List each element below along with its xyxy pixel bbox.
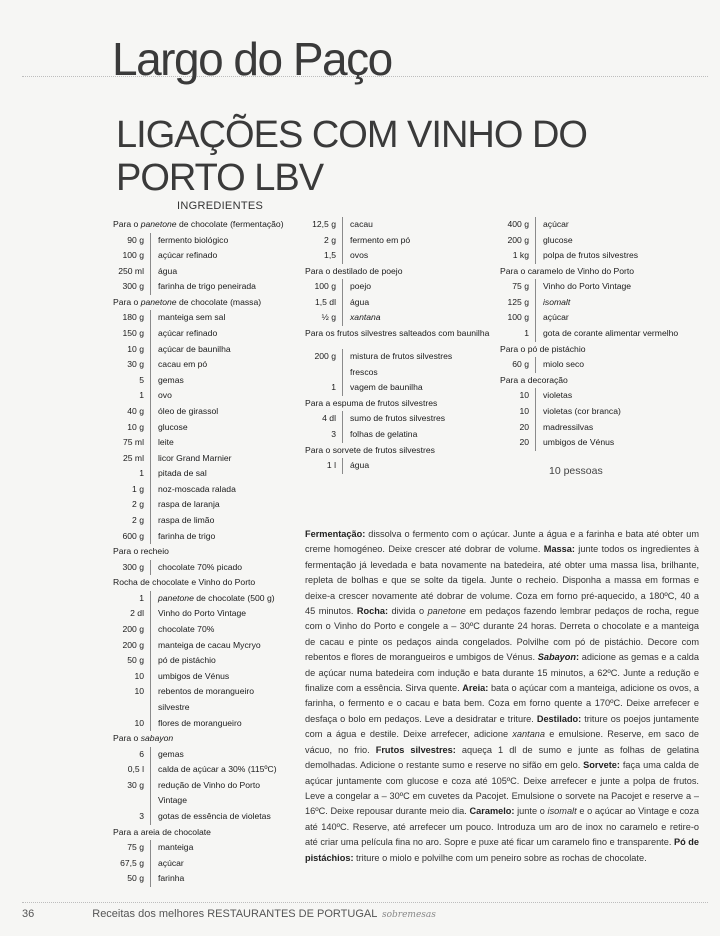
ingredient-name: violetas xyxy=(543,390,573,401)
ingredient-name: poejo xyxy=(350,281,372,292)
ingredient-row xyxy=(113,653,303,669)
ingredient-quantity: 3 xyxy=(113,809,151,825)
ingredient-row xyxy=(113,871,303,887)
ingredient-row xyxy=(113,793,303,809)
ingredient-quantity: 1 l xyxy=(305,458,343,474)
ingredient-row xyxy=(113,342,303,358)
ingredient-quantity: 200 g xyxy=(305,349,343,365)
ingredient-name: chocolate 70% picado xyxy=(158,561,243,572)
ingredient-name: açúcar de baunilha xyxy=(158,343,231,354)
ingredient-quantity: 1 xyxy=(500,326,536,342)
ingredient-name: rebentos de morangueiro xyxy=(158,686,255,697)
ingredient-quantity: 1 g xyxy=(113,482,151,498)
publication-subtitle: sobremesas xyxy=(381,910,436,920)
ingredient-row xyxy=(113,373,303,389)
ingredient-row xyxy=(113,357,303,373)
ingredient-name: leite xyxy=(158,437,174,448)
ingredients-column-1 xyxy=(113,217,303,887)
ingredient-name: noz-moscada ralada xyxy=(158,483,236,494)
ingredient-name: madressilvas xyxy=(543,421,594,432)
ingredient-name: Vinho do Porto Vintage xyxy=(158,608,247,619)
ingredient-quantity: 2 dl xyxy=(113,606,151,622)
ingredient-section-title: Para a areia de chocolate xyxy=(113,826,211,837)
ingredient-row xyxy=(113,279,303,295)
ingredient-section-title: Rocha de chocolate e Vinho do Porto xyxy=(113,577,256,588)
ingredient-row xyxy=(113,638,303,654)
ingredient-quantity: 180 g xyxy=(113,310,151,326)
ingredient-name: ovo xyxy=(158,390,172,401)
ingredient-row xyxy=(113,606,303,622)
ingredient-section-title: Para o pó de pistáchio xyxy=(500,343,586,354)
ingredient-name: silvestre xyxy=(158,701,190,712)
ingredient-row xyxy=(113,809,303,825)
ingredient-row xyxy=(113,700,303,716)
ingredient-quantity: 2 g xyxy=(305,233,343,249)
ingredients-column-3 xyxy=(500,217,705,451)
ingredient-quantity: 300 g xyxy=(113,560,151,576)
ingredient-name: sumo de frutos silvestres xyxy=(350,413,446,424)
ingredient-quantity: 5 xyxy=(113,373,151,389)
ingredient-name: água xyxy=(158,265,178,276)
ingredient-name: pitada de sal xyxy=(158,468,207,479)
ingredient-name: açúcar xyxy=(543,312,569,323)
ingredient-row xyxy=(500,310,705,326)
ingredient-quantity: 200 g xyxy=(113,622,151,638)
ingredient-quantity: 2 g xyxy=(113,513,151,529)
ingredient-quantity: 20 xyxy=(500,435,536,451)
ingredient-name: farinha xyxy=(158,873,185,884)
ingredient-name: raspa de laranja xyxy=(158,499,220,510)
ingredient-quantity: 67,5 g xyxy=(113,856,151,872)
ingredient-name: manteiga xyxy=(158,842,194,853)
ingredient-quantity: 1 kg xyxy=(500,248,536,264)
ingredient-row xyxy=(113,856,303,872)
ingredient-quantity: 1 xyxy=(113,591,151,607)
ingredient-quantity: 100 g xyxy=(113,248,151,264)
ingredient-row xyxy=(500,279,705,295)
ingredient-name: chocolate 70% xyxy=(158,624,215,635)
ingredient-quantity: 100 g xyxy=(500,310,536,326)
ingredient-name: gemas xyxy=(158,748,184,759)
ingredient-name: polpa de frutos silvestres xyxy=(543,250,639,261)
ingredient-name: frescos xyxy=(350,366,378,377)
ingredient-section-title: Para o recheio xyxy=(113,546,169,557)
ingredient-name: gotas de essência de violetas xyxy=(158,810,271,821)
ingredient-name: açúcar xyxy=(158,857,184,868)
ingredient-quantity: 200 g xyxy=(500,233,536,249)
ingredient-row xyxy=(305,458,500,474)
ingredient-row xyxy=(113,420,303,436)
ingredient-quantity: 10 g xyxy=(113,420,151,436)
ingredient-name: panetone de chocolate (500 g) xyxy=(158,592,275,603)
ingredient-quantity: 25 ml xyxy=(113,451,151,467)
ingredient-row xyxy=(113,591,303,607)
ingredient-row xyxy=(113,326,303,342)
ingredient-name: manteiga sem sal xyxy=(158,312,226,323)
ingredient-row xyxy=(500,295,705,311)
ingredient-row xyxy=(500,388,705,404)
ingredient-row xyxy=(305,233,500,249)
ingredient-name: Vintage xyxy=(158,795,187,806)
ingredient-quantity: 10 g xyxy=(113,342,151,358)
ingredient-row xyxy=(113,451,303,467)
ingredient-row xyxy=(113,388,303,404)
ingredient-quantity: 20 xyxy=(500,420,536,436)
ingredient-name: calda de açúcar a 30% (115ºC) xyxy=(158,764,277,775)
ingredient-row xyxy=(113,233,303,249)
ingredient-name: umbigos de Vénus xyxy=(543,437,615,448)
ingredient-name: miolo seco xyxy=(543,359,585,370)
ingredient-row xyxy=(500,435,705,451)
ingredient-name: glucose xyxy=(543,234,573,245)
restaurant-name: Largo do Paço xyxy=(112,33,392,85)
method-text: Fermentação: dissolva o fermento com o açúcar. Junte a água e a farinha e bata até obter um creme homogéneo. Deixe crescer até dobrar de volume. Massa: junte todos os ingredientes à fermentação já levedada e bata novamente na batedeira, até obter uma massa lisa, brilhante, repleta de bolhas e que se solte da tigela. Junte o recheio. Disponha a massa em formas e deixe-a crescer novamente até dobrar de volume. Coza em forno pré-aquecido, a 180ºC, 40 a 45 minutos. Rocha: divida o panetone em pedaços fazendo lembrar pedaços de rocha, regue com o Vinho do Porto e congele a – 30ºC durante 24 horas. Derreta o chocolate e a manteiga de cacau e pinte os pedaços ainda congelados. Polvilhe com pó de pistáchio. Decore com rebentos e flores de morangueiros e umbigos de Vénus. Sabayon: adicione as gemas e a calda de açúcar numa batedeira com indução e bata durante 15 minutos, a 62ºC. Junte a redução e finalize com a essência. Sirva quente. Areia: bata o açúcar com a manteiga, adicione os ovos, a farinha, o fermento e o cacau e bata bem. Coza em forno quente a 170ºC. Deixe arrefecer e desfaça o bolo em pedaços. Leve a desidratar e triture. Destilado: triture os poejos juntamente com a água e destile. Deixe arrefecer, adicione xantana e emulsione. Reserve, em saco de vácuo, no frio. Frutos silvestres: aqueça 1 dl de sumo e junte as folhas de gelatina demolhadas. Adicione o restante sumo e reserve no sifão em gelo. Sorvete: faça uma calda de açúcar juntamente com glucose e coza até 105ºC. Deixe arrefecer e junte a polpa de frutos. Leve a congelar a – 30ºC em cuvetes da Pacojet. Emulsione o sorvete na Pacojet e reserve a – 16ºC. Deixe repousar durante meio dia. Caramelo: junte o isomalt e o açúcar ao Vintage e coza até 140ºC. Reserve, até arrefecer um pouco. Introduza um aro de inox no caramelo e retire-o até criar uma película fina no aro. Sopre e puxe até ficar um caramelo fino e transparente. Pó de pistáchios: triture o miolo e polvilhe com um peneiro sobre as rochas de chocolate. xyxy=(305,529,700,863)
ingredient-name: gota de corante alimentar vermelho xyxy=(543,328,679,339)
ingredient-row xyxy=(305,295,500,311)
ingredient-quantity: 600 g xyxy=(113,529,151,545)
ingredient-quantity xyxy=(305,365,343,381)
ingredient-section-title: Para os frutos silvestres salteados com baunilha xyxy=(305,328,490,339)
ingredients-heading: INGREDIENTES xyxy=(177,200,264,212)
ingredient-quantity: 30 g xyxy=(113,357,151,373)
bottom-rule xyxy=(22,902,708,903)
ingredient-quantity: 3 xyxy=(305,427,343,443)
ingredient-quantity: 1 xyxy=(113,388,151,404)
ingredient-row xyxy=(500,357,705,373)
ingredient-row xyxy=(305,279,500,295)
ingredient-quantity: 1 xyxy=(113,466,151,482)
ingredient-quantity: 250 ml xyxy=(113,264,151,280)
ingredient-name: açúcar refinado xyxy=(158,250,218,261)
ingredient-row xyxy=(113,513,303,529)
publication-name: Receitas dos melhores xyxy=(92,908,205,920)
ingredient-row xyxy=(113,264,303,280)
ingredient-section-title: Para o sorvete de frutos silvestres xyxy=(305,444,435,455)
ingredient-name: umbigos de Vénus xyxy=(158,670,230,681)
ingredient-row xyxy=(305,411,500,427)
ingredient-row xyxy=(113,716,303,732)
ingredient-row xyxy=(113,840,303,856)
publication-title xyxy=(92,908,436,920)
ingredient-quantity: 30 g xyxy=(113,778,151,794)
ingredient-quantity: 10 xyxy=(500,388,536,404)
ingredient-row xyxy=(113,778,303,794)
ingredient-quantity xyxy=(113,700,151,716)
ingredient-row xyxy=(500,233,705,249)
ingredient-quantity: 75 ml xyxy=(113,435,151,451)
ingredient-name: óleo de girassol xyxy=(158,405,219,416)
ingredient-section-title: Para o caramelo de Vinho do Porto xyxy=(500,265,635,276)
ingredient-name: açúcar xyxy=(543,219,569,229)
ingredient-name: farinha de trigo xyxy=(158,530,216,541)
ingredient-name: farinha de trigo peneirada xyxy=(158,281,256,292)
ingredient-row xyxy=(113,560,303,576)
ingredient-quantity: 75 g xyxy=(113,840,151,856)
ingredient-name: glucose xyxy=(158,421,188,432)
ingredient-name: fermento em pó xyxy=(350,234,411,245)
ingredient-section-title: Para a espuma de frutos silvestres xyxy=(305,397,438,408)
ingredient-name: violetas (cor branca) xyxy=(543,405,621,416)
publication-name-caps: RESTAURANTES DE PORTUGAL xyxy=(207,908,377,920)
ingredient-name: manteiga de cacau Mycryo xyxy=(158,639,261,650)
ingredient-row xyxy=(113,684,303,700)
ingredient-quantity: 400 g xyxy=(500,217,536,233)
ingredient-row xyxy=(113,466,303,482)
ingredient-section-title: Para o destilado de poejo xyxy=(305,265,403,276)
ingredient-quantity: 0,5 l xyxy=(113,762,151,778)
ingredient-row xyxy=(113,762,303,778)
ingredient-quantity: 10 xyxy=(500,404,536,420)
recipe-title: LIGAÇÕES COM VINHO DO PORTO LBV xyxy=(116,114,587,199)
ingredient-name: licor Grand Marnier xyxy=(158,452,232,463)
ingredient-quantity: 2 g xyxy=(113,497,151,513)
ingredient-name: folhas de gelatina xyxy=(350,428,418,439)
ingredient-quantity: 6 xyxy=(113,747,151,763)
ingredient-section-title: Para o sabayon xyxy=(113,733,174,744)
ingredient-quantity: 12,5 g xyxy=(305,217,343,233)
ingredient-quantity: 125 g xyxy=(500,295,536,311)
ingredient-quantity: 150 g xyxy=(113,326,151,342)
page-number: 36 xyxy=(22,908,35,920)
ingredient-row xyxy=(500,420,705,436)
ingredient-name: fermento biológico xyxy=(158,234,229,245)
ingredient-name: açúcar refinado xyxy=(158,328,218,339)
ingredient-name: vagem de baunilha xyxy=(350,382,423,393)
ingredient-section-title: Para o panetone de chocolate (massa) xyxy=(113,296,262,307)
ingredient-row xyxy=(500,404,705,420)
ingredient-name: ovos xyxy=(350,250,369,261)
ingredients-column-2 xyxy=(305,217,500,474)
ingredient-row xyxy=(500,217,705,233)
ingredient-row xyxy=(113,669,303,685)
ingredient-row xyxy=(113,622,303,638)
ingredient-quantity: 75 g xyxy=(500,279,536,295)
ingredient-quantity: 1,5 xyxy=(305,248,343,264)
ingredient-name: mistura de frutos silvestres xyxy=(350,351,453,362)
ingredient-row xyxy=(113,747,303,763)
ingredient-section-title: Para a decoração xyxy=(500,374,568,385)
ingredient-quantity: 1 xyxy=(305,380,343,396)
ingredient-name: cacau em pó xyxy=(158,359,208,370)
ingredient-name: gemas xyxy=(158,374,184,385)
ingredient-row xyxy=(305,427,500,443)
ingredient-row xyxy=(305,365,500,381)
ingredient-row xyxy=(500,326,705,342)
ingredient-row xyxy=(305,349,500,365)
ingredient-row xyxy=(305,248,500,264)
ingredient-quantity xyxy=(113,793,151,809)
servings: 10 pessoas xyxy=(549,465,603,477)
ingredient-name: raspa de limão xyxy=(158,514,215,525)
ingredient-quantity: 50 g xyxy=(113,871,151,887)
ingredient-row xyxy=(500,248,705,264)
ingredient-quantity: 10 xyxy=(113,716,151,732)
ingredient-section-title: Para o panetone de chocolate (fermentação) xyxy=(113,219,284,229)
ingredient-row xyxy=(113,435,303,451)
ingredient-quantity: 50 g xyxy=(113,653,151,669)
ingredient-name: xantana xyxy=(350,312,381,323)
ingredient-quantity: 10 xyxy=(113,669,151,685)
ingredient-quantity: 10 xyxy=(113,684,151,700)
ingredient-quantity: 40 g xyxy=(113,404,151,420)
ingredient-row xyxy=(113,497,303,513)
ingredient-quantity: ½ g xyxy=(305,310,343,326)
footer xyxy=(22,908,712,920)
ingredient-row xyxy=(113,248,303,264)
ingredient-row xyxy=(113,404,303,420)
ingredient-row xyxy=(305,380,500,396)
ingredient-quantity: 100 g xyxy=(305,279,343,295)
ingredient-name: cacau xyxy=(350,219,373,229)
ingredient-quantity: 90 g xyxy=(113,233,151,249)
ingredient-name: Vinho do Porto Vintage xyxy=(543,281,632,292)
ingredient-name: isomalt xyxy=(543,296,571,307)
ingredient-quantity: 1,5 dl xyxy=(305,295,343,311)
ingredient-row xyxy=(113,529,303,545)
ingredient-name: redução de Vinho do Porto xyxy=(158,779,261,790)
ingredient-name: água xyxy=(350,460,370,471)
ingredient-name: flores de morangueiro xyxy=(158,717,242,728)
ingredient-row xyxy=(113,482,303,498)
ingredient-quantity: 60 g xyxy=(500,357,536,373)
ingredient-quantity: 300 g xyxy=(113,279,151,295)
ingredient-row xyxy=(305,217,500,233)
ingredient-quantity: 200 g xyxy=(113,638,151,654)
ingredient-row xyxy=(113,310,303,326)
ingredient-row xyxy=(305,310,500,326)
ingredient-quantity: 4 dl xyxy=(305,411,343,427)
ingredient-name: água xyxy=(350,296,370,307)
ingredient-name: pó de pistáchio xyxy=(158,655,216,666)
